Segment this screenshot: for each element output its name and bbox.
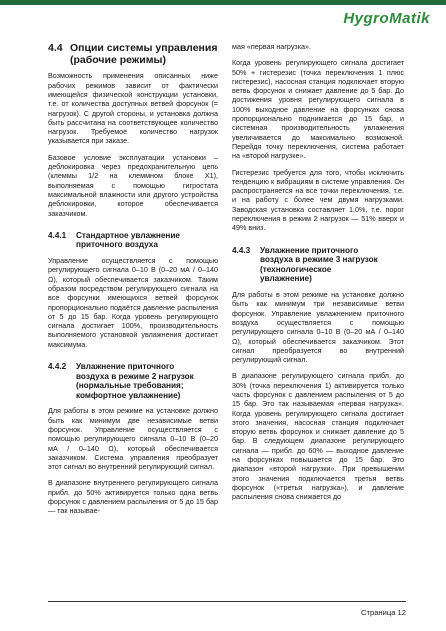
hygromatik-logo (343, 10, 430, 27)
paragraph: В диапазоне внутреннего регулирующего сигнала прибл. до 50% активируется только одна ветвь форсунок с давлением распыления от 5 до 15 бар — так называе- (48, 478, 218, 516)
section-heading-4-4 (48, 42, 218, 66)
subsection-heading-4-4-1 (48, 231, 218, 250)
subsection-heading-4-4-3 (232, 246, 404, 284)
subsection-title: Увлажнение приточного воздуха в режиме 2 нагрузок (нормальные требования; комфортное увлажнение) (76, 362, 194, 400)
paragraph: Для работы в этом режиме на установке должно быть как минимум три независимые ветви форсунок. Управление увлажнением приточного воздуха осуществляется с помощью регулирующего сигнала 0–10 В (0–20 мА / 0–140 Ω), который обеспечивается заказчиком. Этот сигнал преобразуется во внутренний регулирующий сигнал. (232, 290, 404, 365)
left-column (48, 42, 218, 523)
subsection-heading-4-4-2 (48, 362, 218, 400)
subsection-number: 4.4.2 (48, 362, 67, 372)
header-color-bar (0, 0, 446, 5)
subsection-title: Увлажнение приточного воздуха в режиме 3 нагрузок (технологическое увлажнение) (260, 245, 378, 284)
section-number: 4.4 (48, 42, 63, 54)
page-number: Страница 12 (361, 608, 406, 617)
subsection-number: 4.4.1 (48, 230, 67, 240)
paragraph: мая «первая нагрузка». (232, 42, 312, 51)
footer-divider (48, 601, 406, 602)
paragraph: В диапазоне регулирующего сигнала прибл. до 30% (точка переключения 1) активируется только часть форсунок с давлением распыления от 5 до 15 бар. Это так называемая «первая нагрузка». Когда уровень регулирующего сигнала достигает этого значения, насосная станция подключает вторую ветвь форсунок и снижает давление до 5 бар. В следующем диапазоне регулирующего сигнала — прибл. до 60% — выходное давление на форсунках повышается до 15 бар. Это диапазон «второй нагрузки». При превышении этого значения подключается третья ветвь форсунок («третья нагрузка»), и давление распыления снова снижается до (232, 371, 404, 502)
paragraph: Управление осуществляется с помощью регулирующего сигнала 0–10 В (0–20 мА / 0–140 Ω), который обеспечивается заказчиком. Таким образом посредством регулирующего сигнала на все форсунки имеющихся ветвей форсунок пропорционально подаётся давление распыления от 5 до 15 бар. Когда уровень регулирующего сигнала достигает 100%, производительность выполняемого установкой увлажнения достигает максимума. (48, 256, 218, 349)
paragraph: Для работы в этом режиме на установке должно быть как минимум две независимые ветви форсунок. Управление осуществляется с помощью регулирующего сигнала 0–10 В (0–20 мА / 0–140 Ω), который обеспечивается заказчиком. Система управления преобразует этот сигнал во внутренний регулирующий сигнал. (48, 406, 218, 472)
logo-part-hygro: Hygro (343, 10, 390, 27)
right-column (232, 42, 404, 509)
subsection-number: 4.4.3 (232, 245, 251, 255)
subsection-title: Стандартное увлажнение приточного воздуха (76, 230, 180, 250)
paragraph: Базовое условие эксплуатации установки – деблокировка через предохранительную цепь (клеммы 1/2 на клеммном блоке X1), выполняемая с помощью гигростата максимальной влажности или другого устройства деблокировки, которое обеспечивается заказчиком. (48, 152, 218, 218)
paragraph: Когда уровень регулирующего сигнала достигает 50% + гистерезис (точка переключения 1 плюс гистерезис), насосная станция подключает вторую ветвь форсунок и снижает давление до 5 бар. До достижения уровня регулирующего сигнала в 100% выходное давление на форсунках снова пропорционально поднимается до 15 бар, и системная производительность увлажнения увеличивается до максимально возможной. Перейдя точку переключения, система работает на «второй нагрузке». (232, 58, 404, 161)
paragraph: Возможность применения описанных ниже рабочих режимов зависит от фактически имеющейся физической конструкции установки, т.е. от количества доступных ветвей форсунок (= нагрузок). С другой стороны, и установка должна быть рассчитана на соответствующее количество нагрузок. Требуемое количество нагрузок указывается при заказе. (48, 71, 218, 146)
section-title: Опции системы управления (рабочие режимы) (70, 42, 218, 67)
paragraph: Гистерезис требуется для того, чтобы исключить тенденцию к вибрациям в системе управления. Он распространяется на все точки переключения, т.е. и на работу с более чем двумя нагрузками. Заводская установка составляет 1,0%, т.е. порог переключения в режим 2 нагрузок — 51% вверх и 49% вниз. (232, 167, 404, 233)
logo-part-matik: Matik (389, 10, 430, 27)
